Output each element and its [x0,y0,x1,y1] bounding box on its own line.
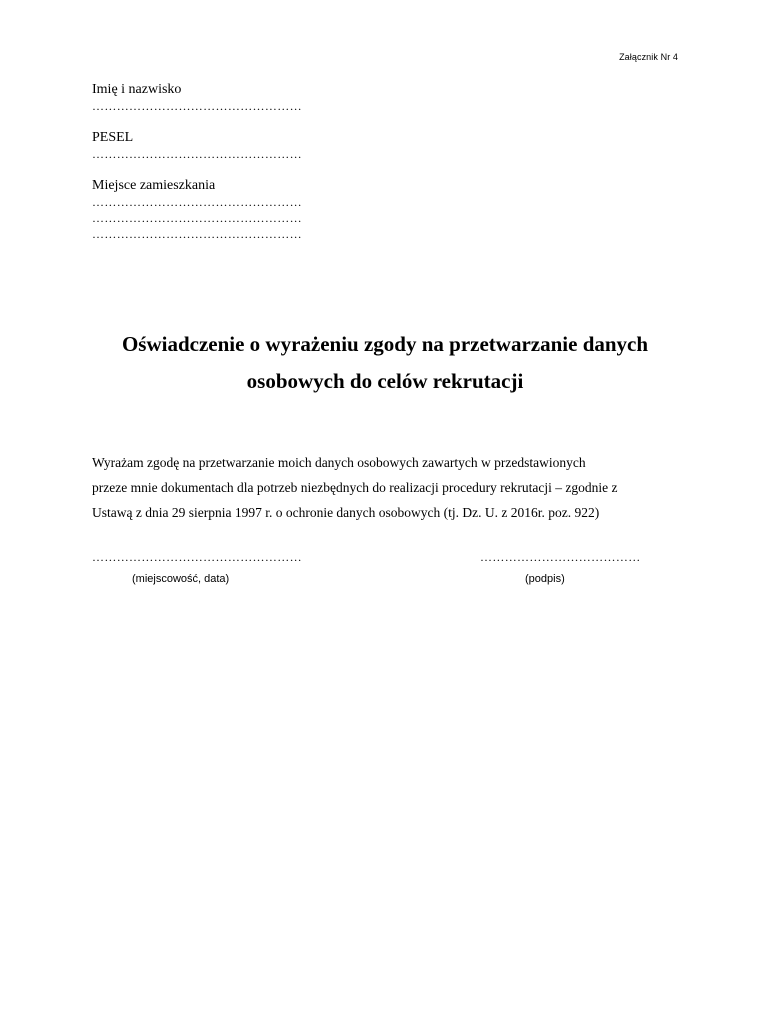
signature-caption: (podpis) [525,573,565,585]
place-date-caption: (miejscowość, data) [132,573,230,585]
statement-line-1: Wyrażam zgodę na przetwarzanie moich danych osobowych zawartych w przedstawionych [92,455,586,470]
statement-line-2: przeze mnie dokumentach dla potrzeb niezbędnych do realizacji procedury rekrutacji – zgodnie z [92,480,618,495]
name-blank-line: …………………………………………… [92,99,302,113]
attachment-number: Załącznik Nr 4 [619,52,678,62]
name-label: Imię i nazwisko [92,82,182,97]
title-line-1: Oświadczenie o wyrażeniu zgody na przetwarzanie danych [121,332,649,356]
pesel-field [92,130,302,162]
pesel-label: PESEL [92,130,134,145]
title-line-2: osobowych do celów rekrutacji [246,369,524,393]
place-date-blank-line: …………………………………………… [92,550,302,564]
signature-blank-line: ………………………………… [480,550,641,564]
address-blank-line-3: …………………………………………… [92,227,302,241]
address-blank-line-1: …………………………………………… [92,195,302,209]
statement-line-3: Ustawą z dnia 29 sierpnia 1997 r. o ochronie danych osobowych (tj. Dz. U. z 2016r. poz. 922) [92,505,600,520]
document-title [60,326,710,400]
address-blank-line-2: …………………………………………… [92,211,302,225]
consent-statement [92,450,692,525]
address-field [92,178,302,242]
pesel-blank-line: …………………………………………… [92,147,302,161]
address-label: Miejsce zamieszkania [92,178,216,193]
name-field [92,82,302,114]
